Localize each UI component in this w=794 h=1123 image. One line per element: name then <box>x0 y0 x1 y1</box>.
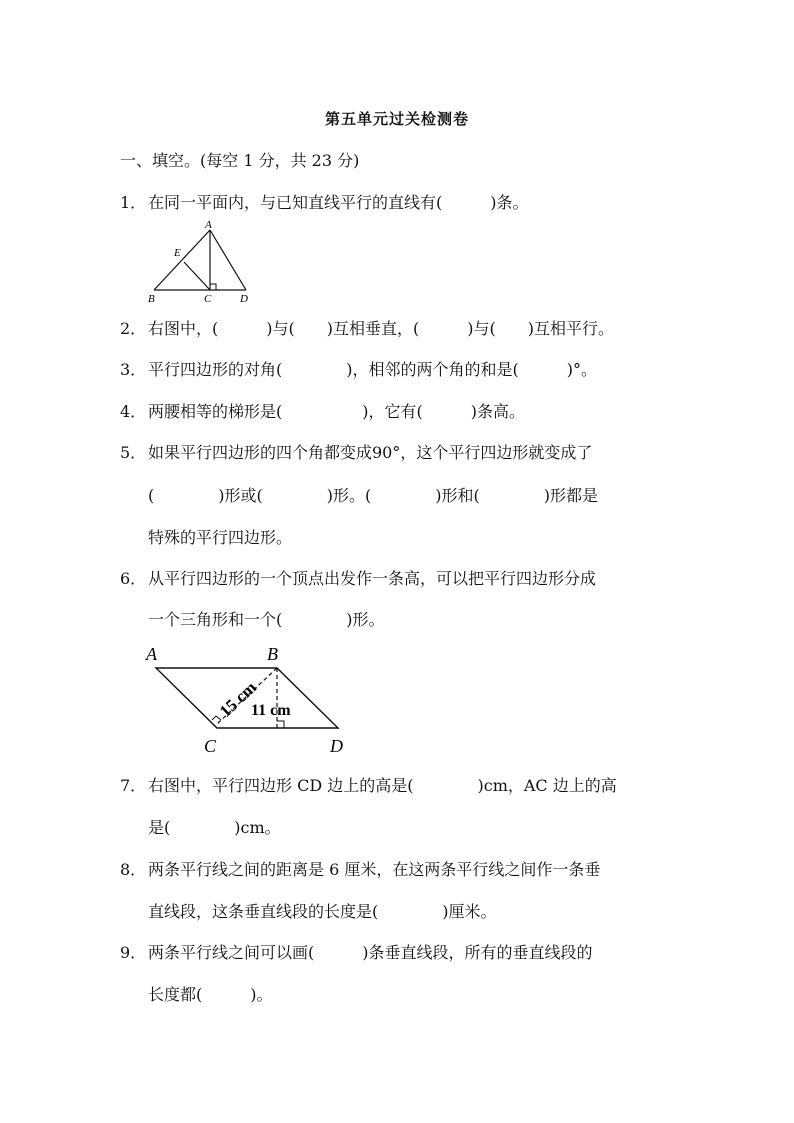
section-heading: 一、填空。(每空 1 分，共 23 分) <box>120 151 360 170</box>
question-number: 9． <box>120 943 147 962</box>
question-9 <box>120 940 593 963</box>
segment-AD <box>210 230 246 290</box>
question-text: 右图中，( )与( )互相垂直，( )与( )互相平行。 <box>148 319 614 338</box>
segment-EC <box>184 262 210 290</box>
question-1 <box>120 190 529 213</box>
label-A: A <box>205 219 212 231</box>
label-B: B <box>267 644 278 664</box>
question-4 <box>120 399 525 422</box>
question-8 <box>120 857 600 880</box>
question-6-line-2: 一个三角形和一个( )形。 <box>148 610 385 629</box>
question-2 <box>120 316 614 339</box>
label-E: E <box>174 247 181 259</box>
question-number: 4． <box>120 402 147 421</box>
right-angle-mark <box>277 721 284 728</box>
question-7-line-2: 是( )cm。 <box>148 818 281 837</box>
question-text: 在同一平面内，与已知直线平行的直线有( )条。 <box>148 193 529 212</box>
label-A: A <box>146 644 157 664</box>
question-number: 6． <box>120 569 147 588</box>
question-5-line-3: 特殊的平行四边形。 <box>148 528 293 547</box>
question-number: 5． <box>120 443 147 462</box>
question-text: 平行四边形的对角( )，相邻的两个角的和是( )°。 <box>148 360 597 379</box>
question-3 <box>120 357 597 380</box>
right-angle-mark <box>212 716 221 720</box>
question-text: 两腰相等的梯形是( )，它有( )条高。 <box>148 402 525 421</box>
label-C: C <box>204 736 217 756</box>
length-11cm: 11 cm <box>251 702 291 719</box>
right-angle-mark <box>210 284 216 290</box>
parallelogram-figure <box>140 640 360 758</box>
question-5 <box>120 440 592 463</box>
question-number: 3． <box>120 360 147 379</box>
triangle-figure <box>140 218 260 306</box>
label-B: B <box>148 293 155 305</box>
question-text: 如果平行四边形的四个角都变成90°，这个平行四边形就变成了 <box>148 443 593 462</box>
question-text: 从平行四边形的一个顶点出发作一条高，可以把平行四边形分成 <box>148 569 597 588</box>
length-15cm: 15 cm <box>215 677 261 721</box>
label-D: D <box>240 293 248 305</box>
question-number: 7． <box>120 776 147 795</box>
page-title: 第五单元过关检测卷 <box>324 110 469 128</box>
question-number: 8． <box>120 860 147 879</box>
question-text: 右图中，平行四边形 CD 边上的高是( )cm，AC 边上的高 <box>148 776 617 795</box>
label-C: C <box>204 293 212 305</box>
question-8-line-2: 直线段，这条垂直线段的长度是( )厘米。 <box>148 902 497 921</box>
question-number: 1． <box>120 193 147 212</box>
question-7 <box>120 773 617 796</box>
question-number: 2． <box>120 319 147 338</box>
question-text: 两条平行线之间可以画( )条垂直线段，所有的垂直线段的 <box>148 943 593 962</box>
question-5-line-2: ( )形或( )形。( )形和( )形都是 <box>148 486 598 505</box>
question-9-line-2: 长度都( )。 <box>148 985 273 1004</box>
question-6 <box>120 566 596 589</box>
label-D: D <box>330 736 343 756</box>
question-text: 两条平行线之间的距离是 6 厘米，在这两条平行线之间作一条垂 <box>148 860 601 879</box>
